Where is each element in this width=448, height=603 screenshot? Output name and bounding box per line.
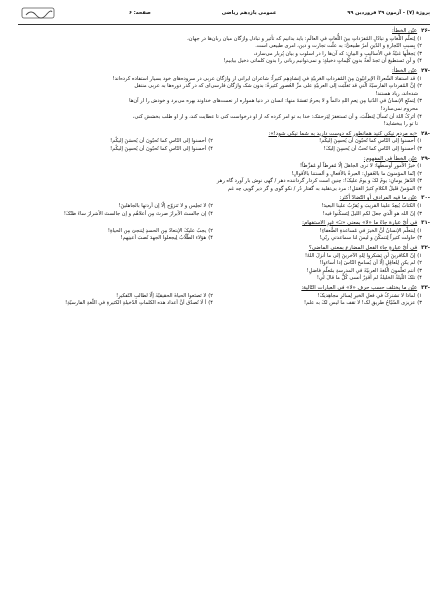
question-block <box>18 285 430 308</box>
option-number: ۳) <box>417 50 422 57</box>
option-number: ۱) <box>417 227 422 234</box>
question-number: -۲۶ <box>421 28 430 34</box>
question-block <box>18 220 430 243</box>
option-text: إنّما المؤمنونَ ما بالعُقولِ: العبرةُ بالأفعالِ و ألسنتنا بالأقوالِ! <box>291 170 416 177</box>
question-header <box>18 156 430 164</box>
option-number: ۲) <box>417 170 422 177</box>
question-number: -۲۷ <box>421 67 430 74</box>
question-header <box>18 285 430 293</box>
header-subject: عمومی یازدهم ریاضی <box>221 10 277 16</box>
option-number: ۴) <box>208 145 213 152</box>
question-prompt: في أیّ عبارة جاءَ ما «لا» بمعنی «نـَ» غیرِ الاستفهام: <box>302 220 418 227</box>
option-number: ۳) <box>417 300 422 307</box>
option-text: لماذا لا تشترکُ في فعلِ الخیرِ لِسائرِ مجاهِدیکَ! <box>317 292 416 299</box>
question-number: -۳۰ <box>421 195 430 202</box>
question-block <box>18 28 430 66</box>
logo-icon <box>21 7 55 19</box>
answer-option[interactable] <box>227 211 422 219</box>
question-block <box>18 245 430 283</box>
answer-option[interactable] <box>18 186 422 194</box>
option-number: ۳) <box>417 235 422 242</box>
option-number: ۳) <box>417 267 422 274</box>
option-text: شده‌اند، زیاد هستند! <box>375 90 418 97</box>
option-text: هؤلاء الطّلّابُ لِیجعلوا الجهدَ نُصبَ أعینِهم! <box>120 235 207 242</box>
option-number: ۳) <box>417 178 422 185</box>
option-text: لا تَجلِس و لا تَتزوّج إلّا إن أردتها بالجاهلینَ! <box>118 203 207 210</box>
option-number: ۲) <box>208 203 213 210</box>
option-number: ۳) <box>417 210 422 217</box>
option-number: ۴) <box>417 275 422 282</box>
option-text: عزیزی السّیّاحُ طریق لک! لا تقف ما لیس لکَ به علم! <box>303 300 416 307</box>
answer-option[interactable] <box>18 203 213 211</box>
answer-option[interactable] <box>18 178 422 186</box>
option-number: ۴) <box>208 210 213 217</box>
options-group <box>18 228 422 243</box>
answer-option[interactable] <box>18 114 422 122</box>
answer-option[interactable] <box>18 275 422 283</box>
option-text: لِتعلّم اللُّغاتِ و تبادُلِ المُفرَداتِ بينَ اللُّغاتِ في العالَمِ: باید بدانیم که تأثیر و تبادل واژگان میان زبان‌ها در جهان، <box>187 35 416 42</box>
option-text: و لَن تَستطيعَ أن تَجدَ لُغةً بدونِ كَلِماتٍ دخيلةٍ: و نمی‌توانیم زبانی را بدون کلماتی دخیل بیابیم! <box>223 58 416 65</box>
answer-option[interactable] <box>18 43 422 51</box>
answer-option[interactable] <box>18 211 213 219</box>
question-header <box>18 28 430 36</box>
option-number: ۴) <box>417 58 422 65</box>
options-group <box>18 293 422 308</box>
option-text: خیرُ الأمورِ أوسطُها: لا تری الجاهلَ إلّا مُفرِطاً أو مُفرِّطاً! <box>299 163 416 170</box>
answer-option[interactable] <box>18 163 422 171</box>
option-text: أ لَا تُصدّق أنَّ أعداد هذه الکلماتِ الدّخیلةِ الکثیرةِ في اللّغةِ الفارسیّةِ! <box>65 300 207 307</box>
question-header <box>18 245 430 253</box>
option-text: يَجعَلُها غنيّةً في الأساليبِ و البيانِ: که آن‌ها را در اسلوب و بیان پُربار می‌سازد، <box>253 50 416 57</box>
option-text: بِسببِ التّجارةِ و الدّینِ أمرٌ طبیعیٌّ: به علّت تجارت و دین، امری طبیعی است. <box>255 43 416 50</box>
option-number: ۲) <box>208 138 213 145</box>
question-header <box>18 220 430 228</box>
option-number: ۳) <box>417 145 422 152</box>
option-number: ۲) <box>208 227 213 234</box>
option-number: ۲) <box>417 260 422 267</box>
option-text: تلکَ اللّیلةُ الحَلیلةُ لم أقدِرْ أنسی کُلَّ ما قالَ لي! <box>316 275 416 282</box>
question-prompt: عيّن ما یختلف حسب حرف «لا» في العبارات التّالیة: <box>301 285 418 291</box>
option-text: المؤمنُ قلیلُ الکلامِ کثیرُ العَمَلِ!: مرد بی‌تقلید به گفتار دُر / نکو گوی و گر دیر گویی چه غم <box>227 185 416 192</box>
option-number: ۴) <box>208 300 213 307</box>
answer-option[interactable] <box>227 235 422 243</box>
question-header <box>18 68 430 76</box>
answer-option[interactable] <box>18 146 213 154</box>
header-page-number: صفحه: ۶ <box>128 10 151 16</box>
option-text: أحسنوا إلی النّاسِ کما تُحبّونَ أن یُحسَنَ إلیکُم! <box>110 138 207 145</box>
page-header <box>18 4 430 22</box>
option-number: ۱) <box>417 75 422 82</box>
answer-option[interactable] <box>18 98 422 106</box>
option-number: ۱) <box>417 35 422 42</box>
option-text: أتَرکُ اللهَ أن تُسألَ لِتطلّبَ، و أن تَستغفرَ لِیَرحمَک: خدا به تو امر کرده که از او درخواست کنی تا عطایت کند، و از او طلب بخشش کنی، <box>132 113 416 120</box>
option-number: ۱) <box>417 252 422 259</box>
option-text: محروم نمی‌سازد! <box>380 105 418 112</box>
option-text: الدّهرُ یومانِ: یومٌ لکَ و یومٌ علیکَ!: چنین است کردار گرداننده دهر / گهی نوش بار آورد گاه زهر <box>216 178 416 185</box>
question-prompt: عيّن الخطأ في المفهوم: <box>363 155 418 162</box>
option-number: ۱) <box>417 163 422 170</box>
option-text: لِتمتّعِ الإنسانُ في الدّنیا مِن نِعمِ اللهِ دائماً و لا یحرمُ نَفسَهُ منها: انسان در دنیا همواره از نعمت‌های خداوند بهره می‌برد و خودش را از آن‌ها <box>129 98 416 105</box>
answer-option[interactable] <box>18 138 213 146</box>
option-text: أحسنوا إلی النّاسِ کما تُحبّ أن یُحسِنَ إلیکَ! <box>323 145 416 152</box>
question-prompt: عيّن ما فیه المرادف أو التّضادّ أکثر: <box>339 195 418 202</box>
question-block <box>18 156 430 194</box>
question-number: -۳۲ <box>421 245 430 252</box>
option-text: یجبُ علیکَ الإبتعادُ مِن الحسدِ لِتنجیَ مِن الحیاةِ! <box>107 227 207 234</box>
question-number: -۳۳ <box>421 285 430 291</box>
question-prompt: عيّن الخطأ: <box>391 28 418 34</box>
option-continuation <box>18 106 418 114</box>
option-number: ۱) <box>417 138 422 145</box>
question-prompt: في أیّ عبارةٍ جاء الفعل المضارع بمعنی الماضي؟ <box>308 245 418 252</box>
option-number: ۲) <box>417 43 422 50</box>
option-continuation <box>18 121 418 129</box>
question-block <box>18 131 430 154</box>
option-number: ۱) <box>417 203 422 210</box>
options-group <box>18 76 430 129</box>
header-divider <box>18 24 430 25</box>
question-block <box>18 68 430 129</box>
question-prompt: عيّن الخطأ: <box>391 67 418 74</box>
option-number: ۴) <box>417 113 422 120</box>
options-group <box>18 36 430 66</box>
option-number: ۲) <box>208 292 213 299</box>
question-block <box>18 195 430 218</box>
publisher-logo <box>18 6 58 20</box>
option-text: لم یکن لِلعاقِلِ إلّا أن یُسامحَ النّاسَ إذا أساءوا! <box>319 260 416 267</box>
answer-option[interactable] <box>18 58 422 66</box>
option-text: قد استفادَ الشّعراءُ الإیرانیّونَ مِنَ المُفرداتِ العَربیّةِ في إنشادِهِم کثیراً: شاعران ایرانی از واژگان عربی در سروده‌های خود بسیار استفاده کرده‌اند! <box>112 75 416 82</box>
question-number: -۳۱ <box>421 220 430 227</box>
question-number: -۲۹ <box>421 155 430 162</box>
question-number: -۲۸ <box>421 130 430 137</box>
answer-option[interactable] <box>18 83 422 91</box>
options-group <box>18 253 430 283</box>
option-text: أحسنوا إلی النّاسِ کما تُحبّونَ أن یُحسِنَ إلیکُم! <box>319 138 416 145</box>
option-text: إنَّ المُفرداتِ الفارسیّةَ الّتي قد تَغلّبَت إلی العربیّةِ علی مرِّ العُصورِ کثیرةٌ: بدون شک واژگان فارسی‌ای که در گذر دوره‌ها به عربی منتقل <box>134 83 416 90</box>
option-text: إنّ الکافرینَ لَن یَشکروا لِلهِ الآخرینَ إلی ما أنزلَ اللهُ! <box>304 252 416 259</box>
question-prompt: «به مردم نیکی کنید همانطور که دوست دارید به شما نیکی شود!»: <box>268 130 418 137</box>
option-text: لا تَصنَعوا الحیاةَ الحقیقیّةَ إلّا لطالبِ التّفکیرِ! <box>116 292 207 299</box>
question-header <box>18 195 430 203</box>
option-text: لِنتعلّم الإنسانُ أنَّ الخیرَ في مُساعدةِ الضُّعفاءِ! <box>319 227 416 234</box>
option-text: إنّ الله هو الّذي جعلَ لکم اللیلَ لِتَسکُنوا فیه! <box>322 210 416 217</box>
answer-option[interactable] <box>227 203 422 211</box>
option-text: أحسنوا إلی النّاسِ کما تُحبّونَ أن یُحسِنَ إلیکُم! <box>110 145 207 152</box>
answer-option[interactable] <box>18 300 213 308</box>
header-project-title: پروژهٔ (۷) - آزمون ۲۹ فروردین ۹۹ <box>347 10 430 16</box>
answer-option[interactable] <box>227 146 422 154</box>
answer-option[interactable] <box>18 235 213 243</box>
option-text: حاولت کثیراً لِتتمکّنَ و لیسَ لنا سماعدتي ربّي! <box>319 235 416 242</box>
option-number: ۴) <box>208 235 213 242</box>
option-number: ۱) <box>417 292 422 299</box>
options-group <box>18 203 422 218</box>
option-number: ۴) <box>417 185 422 192</box>
option-text: تا تو را ببخشاید! <box>383 121 418 128</box>
option-text: أنتم تَعلّمونَ الّلغةَ العربیّةَ في المدرسةِ بمُعلّمٍ فاضلٍ! <box>306 267 416 274</box>
option-number: ۲) <box>417 83 422 90</box>
questions-container <box>18 28 430 308</box>
option-text: إن جالستَ الأبرارَ صرتَ مِن أعلاهُم و إن جالستَ الأشرارَ ساءَ ظنّکَ! <box>63 210 207 217</box>
answer-option[interactable] <box>227 138 422 146</box>
options-group <box>18 163 430 193</box>
options-group <box>18 138 422 153</box>
option-text: الکتابُ یُبعِدُ علینا القریبَ و یُقرّبُ علینا البعیدَ! <box>321 203 416 210</box>
answer-option[interactable] <box>18 260 422 268</box>
answer-option[interactable] <box>227 300 422 308</box>
option-number: ۳) <box>417 98 422 105</box>
